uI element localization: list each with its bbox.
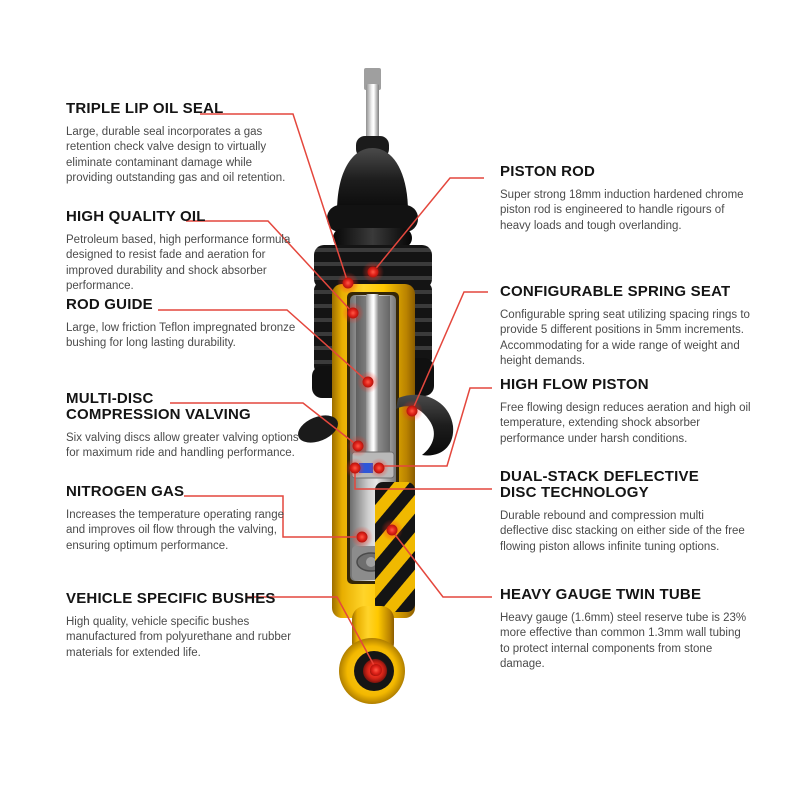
callout-description: Durable rebound and compression multi deflective disc stacking on either side of the free flowing piston allows infinite tuning options.	[500, 510, 745, 553]
callout-triple-lip-oil-seal	[66, 101, 299, 186]
marker-dot-high-quality-oil	[342, 302, 364, 324]
callout-description: Six valving discs allow greater valving options for maximum ride and handling performance.	[66, 432, 299, 460]
callout-heavy-gauge-twin-tube	[500, 587, 752, 672]
bump-stop-dome	[337, 148, 408, 212]
callout-description: Free flowing design reduces aeration and high oil temperature, extending shock absorber performance under harsh conditions.	[500, 402, 751, 445]
callout-description: Super strong 18mm induction hardened chrome piston rod is engineered to handle rigours of heavy loads and tough overlanding.	[500, 189, 744, 232]
marker-dot-nitrogen-gas	[351, 526, 373, 548]
marker-dot-multi-disc	[347, 435, 369, 457]
mount-flange-1	[327, 205, 418, 232]
callout-title: MULTI-DISC COMPRESSION VALVING	[66, 390, 251, 424]
callout-high-flow-piston	[500, 377, 752, 447]
callout-description: Large, durable seal incorporates a gas retention check valve design to virtually eliminate contaminant damage while providing outstanding gas and oil retention.	[66, 126, 286, 184]
marker-dot-dual-stack	[345, 458, 365, 478]
callout-title: VEHICLE SPECIFIC BUSHES	[66, 590, 276, 607]
marker-dot-rod-guide	[357, 371, 379, 393]
callout-rod-guide	[66, 297, 299, 352]
marker-dot-spring-seat	[401, 400, 423, 422]
marker-dot-oil-seal	[337, 272, 359, 294]
callout-description: High quality, vehicle specific bushes manufactured from polyurethane and rubber materials for extended life.	[66, 616, 292, 659]
callout-configurable-spring-seat	[500, 284, 752, 369]
callout-title: TRIPLE LIP OIL SEAL	[66, 100, 224, 117]
callout-description: Petroleum based, high performance formula designed to resist fade and aeration for improved durability and shock absorber performance.	[66, 234, 291, 292]
callout-description: Configurable spring seat utilizing spacing rings to provide 5 different positions in 5mm increments. Accommodating for a wide range of weight and height demands.	[500, 309, 750, 367]
callout-description: Large, low friction Teflon impregnated bronze bushing for long lasting durability.	[66, 322, 296, 350]
callout-title: HEAVY GAUGE TWIN TUBE	[500, 586, 702, 603]
callout-description: Heavy gauge (1.6mm) steel reserve tube is 23% more effective than common 1.3mm wall tubing to protect internal components from stone damage.	[500, 612, 747, 670]
marker-dot-piston-rod	[362, 261, 384, 283]
marker-dot-bushes	[364, 658, 388, 682]
foot-valve-bolt	[366, 557, 376, 567]
callout-title: DUAL-STACK DEFLECTIVE DISC TECHNOLOGY	[500, 468, 699, 502]
callout-title: NITROGEN GAS	[66, 483, 185, 500]
callout-high-quality-oil	[66, 209, 299, 294]
marker-dot-high-flow-piston	[369, 458, 389, 478]
callout-title: ROD GUIDE	[66, 296, 153, 313]
callout-nitrogen-gas	[66, 484, 299, 554]
callout-title: PISTON ROD	[500, 163, 596, 180]
callout-vehicle-specific-bushes	[66, 591, 299, 661]
callout-description: Increases the temperature operating range and improves oil flow through the valving, ensuring optimum performance.	[66, 509, 284, 552]
callout-piston-rod	[500, 164, 752, 234]
callout-title: HIGH FLOW PISTON	[500, 376, 649, 393]
callout-dual-stack-deflective-disc	[500, 469, 752, 555]
callout-multi-disc-compression-valving	[66, 391, 299, 462]
marker-dot-twin-tube	[381, 519, 403, 541]
callout-title: CONFIGURABLE SPRING SEAT	[500, 283, 731, 300]
callout-title: HIGH QUALITY OIL	[66, 208, 206, 225]
tube-stripes	[375, 482, 415, 612]
